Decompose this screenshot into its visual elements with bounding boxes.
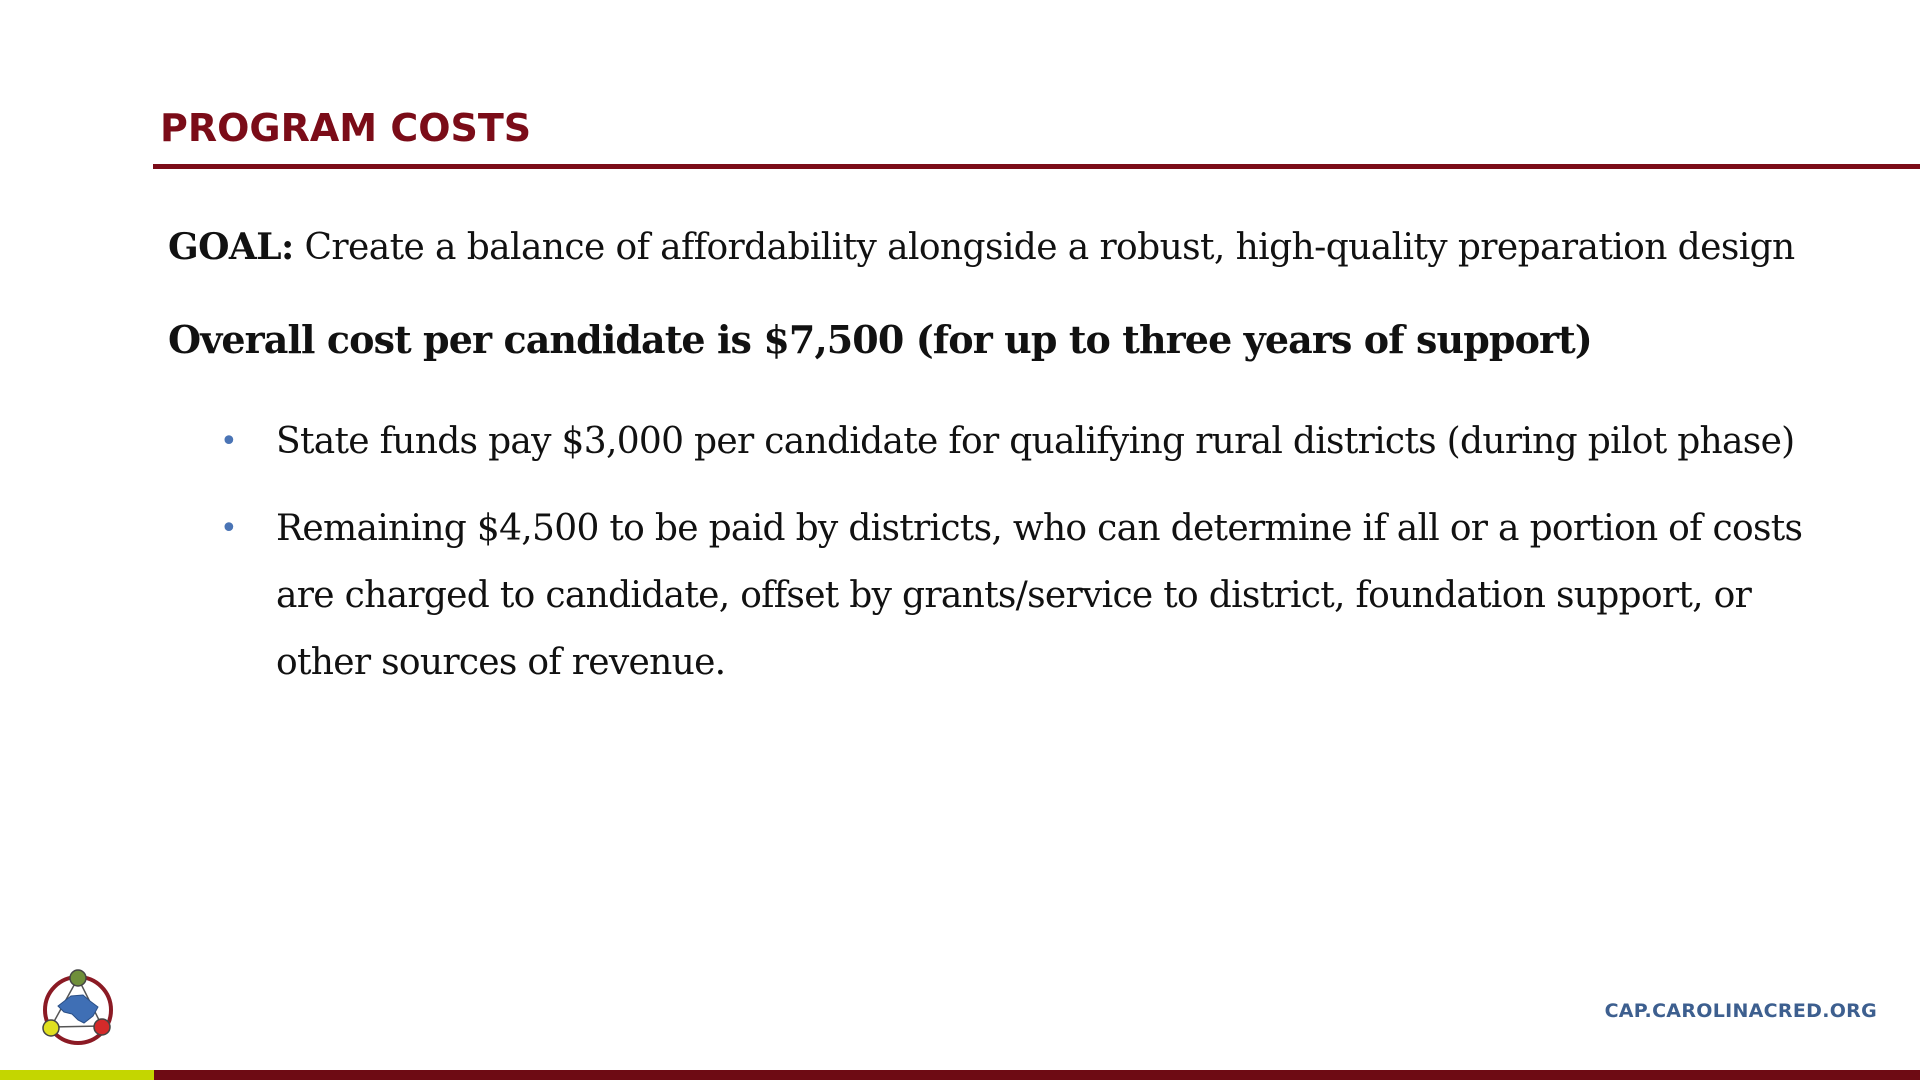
bullet-text: Remaining $4,500 to be paid by districts, who can determine if all or a portion of costs are charged to candidate, offset by grants/service to district, foundation support, or other sources of revenue. [276, 508, 1803, 683]
title-divider [153, 164, 1920, 169]
goal-statement [168, 226, 1795, 268]
goal-label: GOAL: [168, 226, 294, 268]
footer-bar [154, 1070, 1920, 1080]
bullet-icon: • [220, 424, 237, 459]
carolina-cred-logo-icon [38, 968, 122, 1050]
slide-title: PROGRAM COSTS [160, 106, 532, 150]
footer-accent-bar [0, 1070, 154, 1080]
footer-url-link[interactable]: CAP.CAROLINACRED.ORG [1604, 1000, 1877, 1022]
overall-cost-statement: Overall cost per candidate is $7,500 (for up to three years of support) [168, 317, 1592, 362]
bullet-item [168, 408, 1828, 475]
bullet-icon: • [220, 511, 237, 546]
bullet-list [168, 408, 1828, 716]
bullet-item [168, 495, 1828, 696]
goal-text: Create a balance of affordability alongside a robust, high-quality preparation design [293, 227, 1795, 268]
bullet-text: State funds pay $3,000 per candidate for qualifying rural districts (during pilot phase) [276, 421, 1795, 462]
